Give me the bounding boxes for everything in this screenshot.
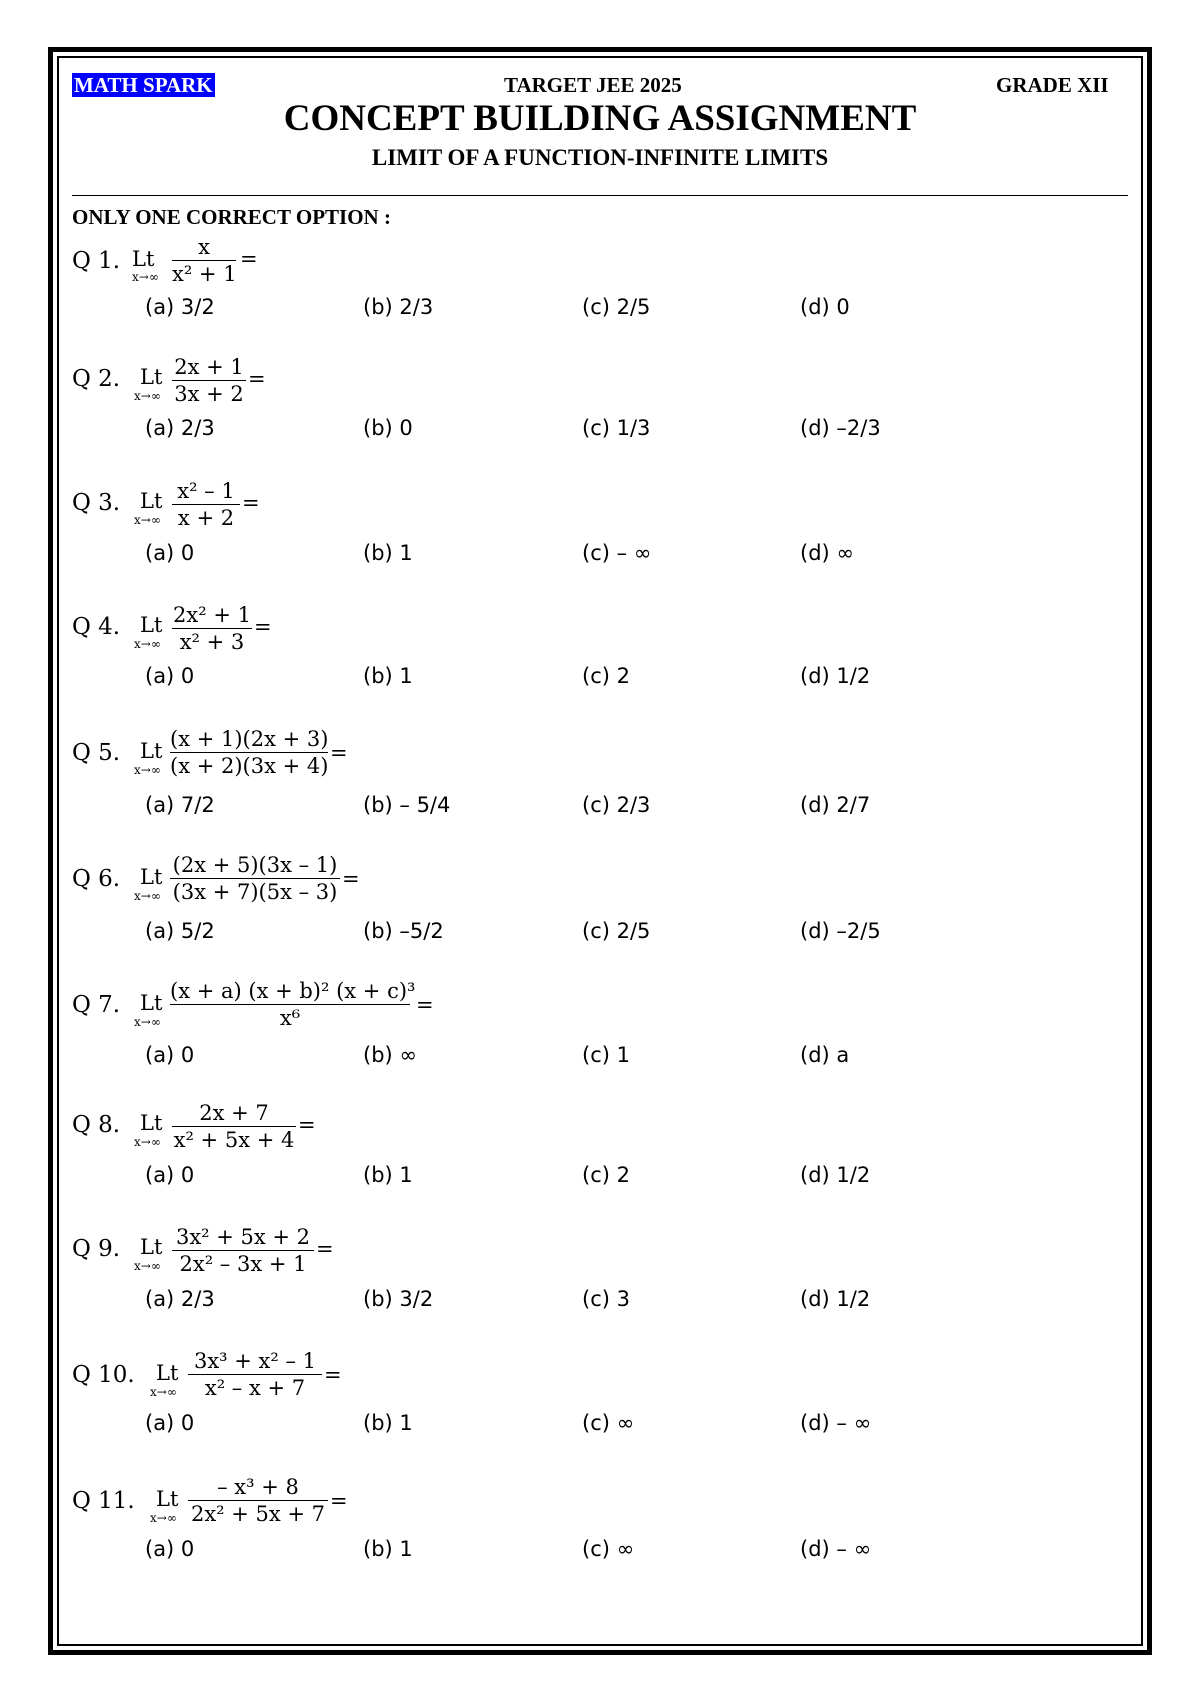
equals-sign: = xyxy=(248,367,266,391)
question-label: Q 9. xyxy=(72,1236,121,1262)
numerator: (x + 1)(2x + 3) xyxy=(170,727,329,751)
question xyxy=(0,852,1200,972)
fraction xyxy=(172,478,240,531)
fraction xyxy=(172,602,252,655)
limit-word: Lt xyxy=(156,1487,179,1511)
option-b: (b) – 5/4 xyxy=(363,793,451,817)
limit-word: Lt xyxy=(140,991,163,1015)
option-a: (a) 5/2 xyxy=(145,919,215,943)
limit-subscript: x→∞ xyxy=(134,1259,161,1273)
question-label: Q 3. xyxy=(72,490,121,516)
question xyxy=(0,1348,1200,1468)
question xyxy=(0,1100,1200,1220)
fraction xyxy=(172,1100,296,1153)
page-subtitle: LIMIT OF A FUNCTION-INFINITE LIMITS xyxy=(371,145,829,170)
option-b: (b) 2/3 xyxy=(363,295,434,319)
option-a: (a) 2/3 xyxy=(145,416,215,440)
limit-word: Lt xyxy=(140,1111,163,1135)
denominator: 2x² + 5x + 7 xyxy=(190,1502,326,1526)
option-c: (c) – ∞ xyxy=(582,541,652,565)
denominator: (3x + 7)(5x – 3) xyxy=(172,880,338,904)
option-a: (a) 0 xyxy=(145,541,195,565)
grade-label: GRADE XII xyxy=(996,73,1109,97)
limit-word: Lt xyxy=(140,1235,163,1259)
equals-sign: = xyxy=(254,615,272,639)
question-label: Q 6. xyxy=(72,866,121,892)
option-a: (a) 0 xyxy=(145,1163,195,1187)
option-c: (c) 2/5 xyxy=(582,295,651,319)
question xyxy=(0,978,1200,1098)
question-label: Q 7. xyxy=(72,992,121,1018)
section-title: ONLY ONE CORRECT OPTION : xyxy=(72,205,391,229)
limit-word: Lt xyxy=(140,613,163,637)
numerator: 2x + 1 xyxy=(174,355,244,379)
numerator: 3x³ + x² – 1 xyxy=(193,1349,317,1373)
limit-subscript: x→∞ xyxy=(134,889,161,903)
limit-subscript: x→∞ xyxy=(150,1511,177,1525)
option-c: (c) 2 xyxy=(582,1163,630,1187)
option-b: (b) 1 xyxy=(363,541,413,565)
numerator: (2x + 5)(3x – 1) xyxy=(172,853,338,877)
equals-sign: = xyxy=(330,741,348,765)
option-d: (d) 1/2 xyxy=(800,1287,871,1311)
limit-subscript: x→∞ xyxy=(134,637,161,651)
limit-subscript: x→∞ xyxy=(134,513,161,527)
equals-sign: = xyxy=(298,1113,316,1137)
option-d: (d) ∞ xyxy=(800,541,854,565)
option-c: (c) 3 xyxy=(582,1287,630,1311)
denominator: 2x² – 3x + 1 xyxy=(179,1252,307,1276)
numerator: x xyxy=(198,235,210,259)
question xyxy=(0,1224,1200,1344)
option-a: (a) 0 xyxy=(145,1043,195,1067)
denominator: x⁶ xyxy=(279,1006,301,1030)
option-a: (a) 7/2 xyxy=(145,793,215,817)
option-d: (d) – ∞ xyxy=(800,1411,872,1435)
option-b: (b) 1 xyxy=(363,1163,413,1187)
fraction xyxy=(172,234,236,287)
option-d: (d) 2/7 xyxy=(800,793,871,817)
brand-label: MATH SPARK xyxy=(74,73,213,97)
numerator: – x³ + 8 xyxy=(217,1475,299,1499)
equals-sign: = xyxy=(242,491,260,515)
option-b: (b) 0 xyxy=(363,416,413,440)
option-d: (d) a xyxy=(800,1043,850,1067)
limit-word: Lt xyxy=(140,489,163,513)
option-c: (c) 2 xyxy=(582,664,630,688)
equals-sign: = xyxy=(330,1489,348,1513)
option-b: (b) ∞ xyxy=(363,1043,417,1067)
fraction xyxy=(170,852,340,905)
option-b: (b) –5/2 xyxy=(363,919,444,943)
limit-subscript: x→∞ xyxy=(134,1015,161,1029)
equals-sign: = xyxy=(324,1363,342,1387)
question-label: Q 1. xyxy=(72,248,121,274)
question xyxy=(0,232,1200,352)
option-b: (b) 1 xyxy=(363,1537,413,1561)
question xyxy=(0,478,1200,598)
option-d: (d) 1/2 xyxy=(800,664,871,688)
option-c: (c) 1 xyxy=(582,1043,630,1067)
option-a: (a) 2/3 xyxy=(145,1287,215,1311)
question-label: Q 10. xyxy=(72,1362,135,1388)
fraction xyxy=(188,1474,328,1527)
limit-subscript: x→∞ xyxy=(134,1135,161,1149)
denominator: x + 2 xyxy=(177,506,235,530)
question xyxy=(0,602,1200,722)
option-b: (b) 3/2 xyxy=(363,1287,434,1311)
option-b: (b) 1 xyxy=(363,664,413,688)
option-a: (a) 0 xyxy=(145,664,195,688)
question-label: Q 5. xyxy=(72,740,121,766)
denominator: 3x + 2 xyxy=(174,382,244,406)
limit-word: Lt xyxy=(132,247,155,271)
option-c: (c) 1/3 xyxy=(582,416,651,440)
option-d: (d) –2/5 xyxy=(800,919,881,943)
fraction xyxy=(188,1348,322,1401)
option-c: (c) ∞ xyxy=(582,1537,635,1561)
option-d: (d) –2/3 xyxy=(800,416,881,440)
numerator: 3x² + 5x + 2 xyxy=(175,1225,311,1249)
limit-subscript: x→∞ xyxy=(150,1385,177,1399)
option-d: (d) 0 xyxy=(800,295,850,319)
question xyxy=(0,354,1200,474)
option-a: (a) 0 xyxy=(145,1411,195,1435)
fraction xyxy=(172,354,246,407)
limit-word: Lt xyxy=(156,1361,179,1385)
question-label: Q 2. xyxy=(72,366,121,392)
header-divider xyxy=(72,195,1128,196)
denominator: x² + 5x + 4 xyxy=(173,1128,295,1152)
numerator: 2x² + 1 xyxy=(173,603,251,627)
limit-word: Lt xyxy=(140,739,163,763)
equals-sign: = xyxy=(240,247,258,271)
option-a: (a) 0 xyxy=(145,1537,195,1561)
denominator: x² + 1 xyxy=(172,262,237,286)
limit-subscript: x→∞ xyxy=(134,763,161,777)
numerator: x² – 1 xyxy=(177,479,235,503)
option-b: (b) 1 xyxy=(363,1411,413,1435)
option-d: (d) 1/2 xyxy=(800,1163,871,1187)
fraction xyxy=(172,1224,314,1277)
question xyxy=(0,1474,1200,1594)
denominator: x² + 3 xyxy=(179,630,245,654)
denominator: (x + 2)(3x + 4) xyxy=(170,754,329,778)
limit-subscript: x→∞ xyxy=(132,270,159,284)
question xyxy=(0,726,1200,846)
numerator: (x + a) (x + b)² (x + c)³ xyxy=(170,979,416,1003)
option-c: (c) 2/5 xyxy=(582,919,651,943)
fraction xyxy=(170,726,328,779)
option-c: (c) 2/3 xyxy=(582,793,651,817)
question-label: Q 4. xyxy=(72,614,121,640)
question-label: Q 8. xyxy=(72,1112,121,1138)
page-title: CONCEPT BUILDING ASSIGNMENT xyxy=(283,98,917,139)
question-label: Q 11. xyxy=(72,1488,135,1514)
limit-word: Lt xyxy=(140,365,163,389)
target-label: TARGET JEE 2025 xyxy=(504,73,682,97)
equals-sign: = xyxy=(416,993,434,1017)
limit-subscript: x→∞ xyxy=(134,389,161,403)
denominator: x² – x + 7 xyxy=(204,1376,306,1400)
option-c: (c) ∞ xyxy=(582,1411,635,1435)
equals-sign: = xyxy=(342,867,360,891)
numerator: 2x + 7 xyxy=(199,1101,269,1125)
fraction xyxy=(170,978,416,1031)
limit-word: Lt xyxy=(140,865,163,889)
option-a: (a) 3/2 xyxy=(145,295,215,319)
equals-sign: = xyxy=(316,1237,334,1261)
option-d: (d) – ∞ xyxy=(800,1537,872,1561)
